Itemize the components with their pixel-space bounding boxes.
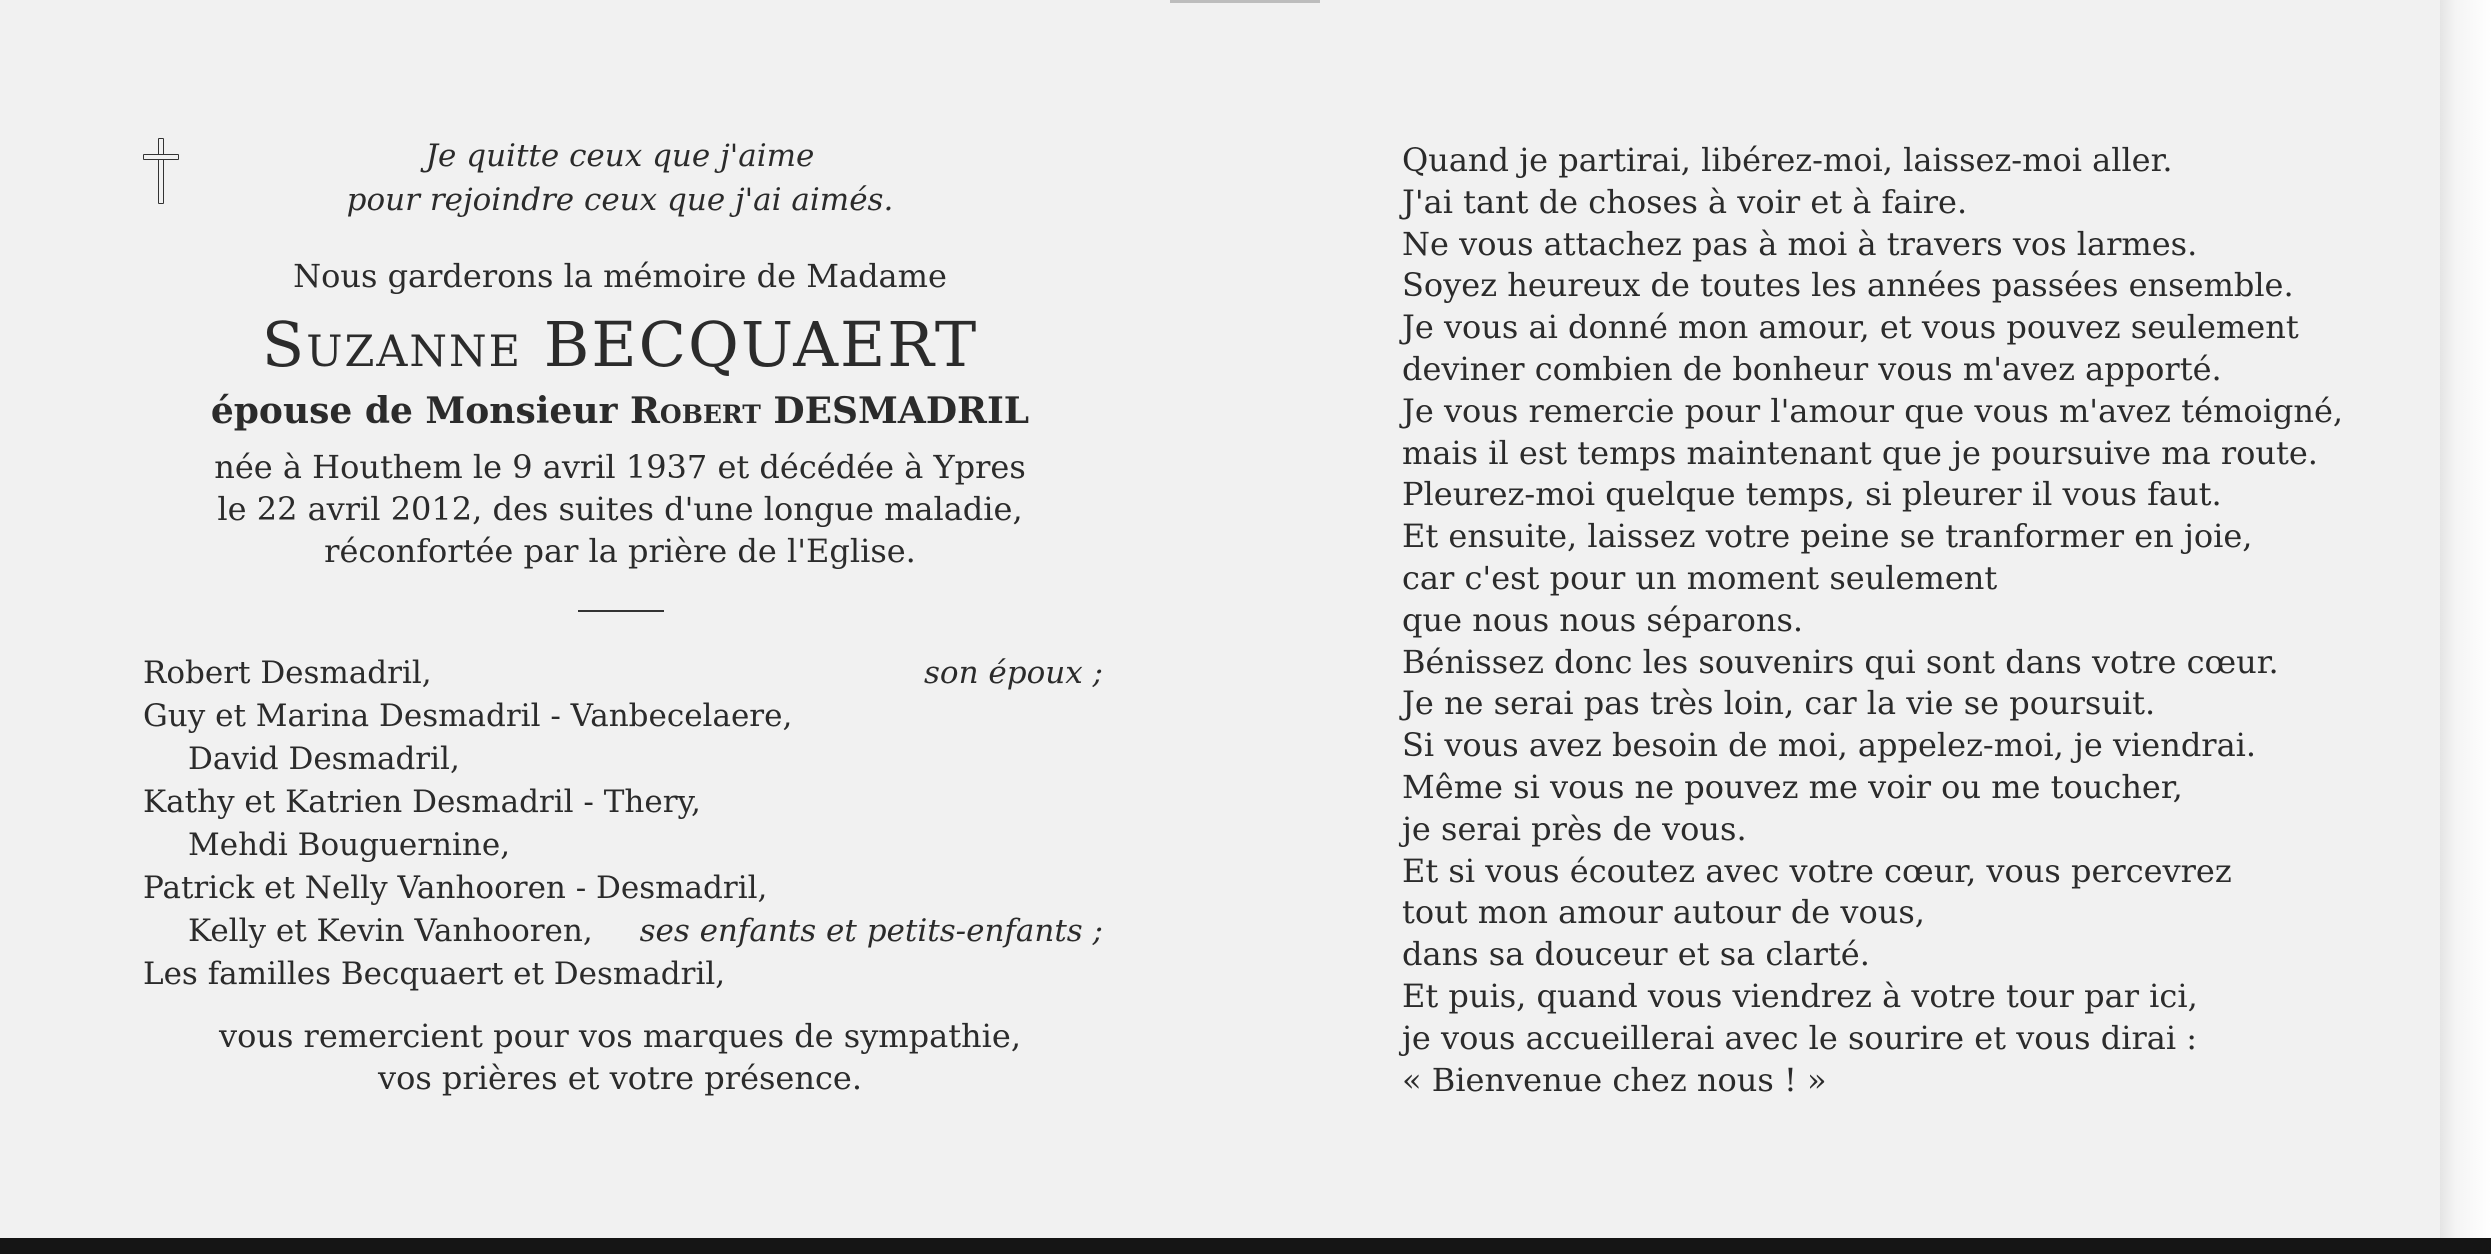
- family-row: [143, 953, 1103, 996]
- poem-line: Je ne serai pas très loin, car la vie se poursuit.: [1402, 684, 2156, 723]
- spouse-first-name: Robert: [630, 390, 761, 432]
- poem-line: Si vous avez besoin de moi, appelez-moi, je viendrai.: [1402, 726, 2257, 765]
- poem-line: J'ai tant de choses à voir et à faire.: [1402, 182, 1968, 221]
- last-name: BECQUAERT: [543, 308, 979, 381]
- poem-line: Et puis, quand vous viendrez à votre tour par ici,: [1402, 976, 2198, 1015]
- family-name: Les familles Becquaert et Desmadril,: [143, 956, 726, 992]
- poem-line: « Bienvenue chez nous ! »: [1402, 1060, 1827, 1099]
- family-row: [143, 867, 1103, 910]
- family-row: [143, 910, 1103, 953]
- poem-line: Et si vous écoutez avec votre cœur, vous percevrez: [1402, 851, 2232, 890]
- poem-line: Je vous remercie pour l'amour que vous m'avez témoigné,: [1402, 391, 2344, 430]
- thanks-line: vos prières et votre présence.: [377, 1059, 862, 1097]
- dates-line: réconfortée par la prière de l'Eglise.: [324, 532, 916, 570]
- family-row: [143, 781, 1103, 824]
- dates-line: le 22 avril 2012, des suites d'une longue maladie,: [217, 490, 1023, 528]
- poem-line: Bénissez donc les souvenirs qui sont dans votre cœur.: [1402, 642, 2279, 681]
- divider: [578, 610, 664, 612]
- poem-line: Même si vous ne pouvez me voir ou me toucher,: [1402, 767, 2183, 806]
- poem-line: Soyez heureux de toutes les années passées ensemble.: [1402, 266, 2294, 305]
- family-name: Patrick et Nelly Vanhooren - Desmadril,: [143, 870, 768, 906]
- quote-line: pour rejoindre ceux que j'ai aimés.: [346, 182, 894, 218]
- poem-line: que nous nous séparons.: [1402, 600, 1804, 639]
- spouse-last-name: DESMADRIL: [773, 390, 1030, 432]
- family-row: [143, 695, 1103, 738]
- poem-line: Ne vous attachez pas à moi à travers vos larmes.: [1402, 224, 2198, 263]
- poem-line: Quand je partirai, libérez-moi, laissez-moi aller.: [1402, 141, 2173, 179]
- poem-line: Et ensuite, laissez votre peine se tranformer en joie,: [1402, 517, 2253, 556]
- spouse-line: [140, 386, 1100, 436]
- poem-line: je serai près de vous.: [1402, 809, 1747, 848]
- poem-line: Pleurez-moi quelque temps, si pleurer il vous faut.: [1402, 475, 2222, 514]
- life-dates: [140, 446, 1100, 572]
- poem-line: Je vous ai donné mon amour, et vous pouvez seulement: [1402, 308, 2299, 347]
- first-name: Suzanne: [261, 308, 523, 381]
- family-name: Kelly et Kevin Vanhooren,: [188, 913, 593, 949]
- opening-quote: [140, 134, 1100, 222]
- family-row: [143, 652, 1103, 695]
- thanks-line: vous remercient pour vos marques de sympathie,: [218, 1017, 1021, 1055]
- quote-line: Je quitte ceux que j'aime: [425, 138, 815, 174]
- poem: [1402, 140, 2402, 1101]
- poem-line: je vous accueillerai avec le sourire et vous dirai :: [1402, 1018, 2198, 1057]
- deceased-name: [140, 305, 1100, 385]
- poem-line: car c'est pour un moment seulement: [1402, 558, 1998, 597]
- family-name: Guy et Marina Desmadril - Vanbecelaere,: [143, 698, 793, 734]
- family-row: [143, 738, 1103, 781]
- family-row: [143, 824, 1103, 867]
- card-edge-right: [2440, 0, 2491, 1238]
- family-list: [143, 652, 1103, 996]
- spouse-prefix: épouse de Monsieur: [210, 390, 618, 432]
- poem-line: tout mon amour autour de vous,: [1402, 893, 1925, 932]
- fold-mark: [1170, 0, 1320, 3]
- poem-line: deviner combien de bonheur vous m'avez apporté.: [1402, 349, 2222, 388]
- poem-line: dans sa douceur et sa clarté.: [1402, 935, 1870, 974]
- family-name: Robert Desmadril,: [143, 655, 432, 691]
- intro-text: Nous garderons la mémoire de Madame: [293, 257, 947, 295]
- family-name: David Desmadril,: [188, 741, 460, 777]
- family-name: Mehdi Bouguernine,: [188, 827, 511, 863]
- family-role: ses enfants et petits-enfants ;: [639, 913, 1103, 949]
- poem-line: mais il est temps maintenant que je poursuive ma route.: [1402, 433, 2318, 472]
- scan-background: [0, 1238, 2491, 1254]
- family-name: Kathy et Katrien Desmadril - Thery,: [143, 784, 701, 820]
- thanks-text: [140, 1015, 1100, 1099]
- dates-line: née à Houthem le 9 avril 1937 et décédée à Ypres: [214, 448, 1026, 486]
- family-role: son époux ;: [924, 655, 1103, 691]
